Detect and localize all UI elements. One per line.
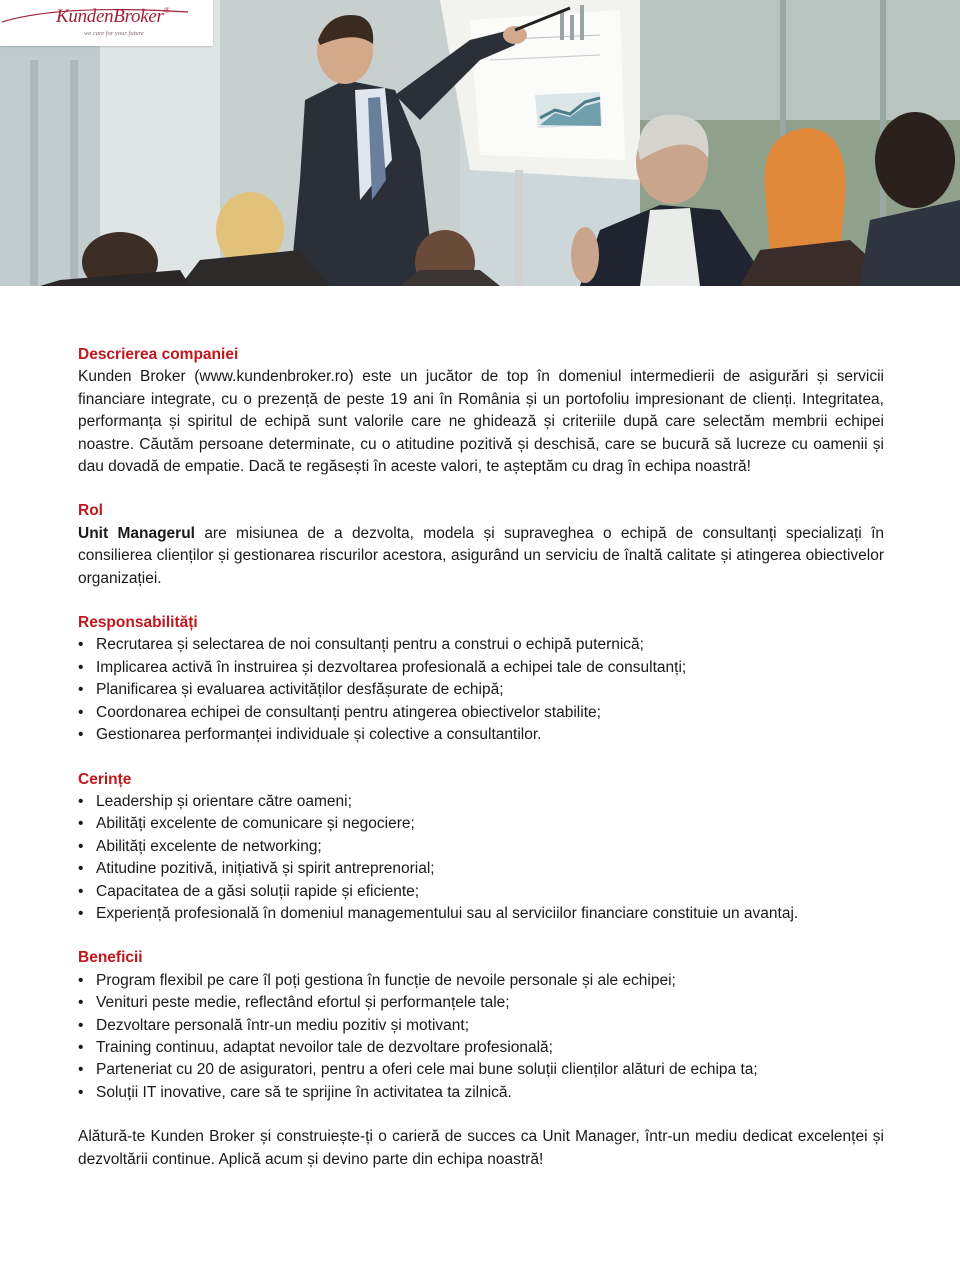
list-item: • Dezvoltare personală într-un mediu pozitiv și motivant; [78,1015,884,1037]
requirements-list [78,791,884,925]
section-company [78,344,884,478]
closing-text: Alătură-te Kunden Broker și construiește-ți o carieră de succes ca Unit Manager, într-un mediu dedicat excelenței și dezvoltării continue. Aplică acum și devino parte din echipa noastră! [78,1128,884,1168]
logo-tagline: we care for your future [84,30,144,37]
list-item: • Implicarea activă în instruirea și dezvoltarea profesională a echipei tale de consultanți; [78,657,884,679]
list-item: • Parteneriat cu 20 de asiguratori, pentru a oferi cele mai bune soluții clienților alături de echipa ta; [78,1059,884,1081]
section-requirements [78,769,884,926]
kundenbroker-logo [0,0,213,46]
list-item: • Coordonarea echipei de consultanți pentru atingerea obiectivelor stabilite; [78,702,884,724]
list-item: • Planificarea și evaluarea activităților desfășurate de echipă; [78,679,884,701]
role-heading: Rol [78,502,103,520]
list-item: • Program flexibil pe care îl poți gestiona în funcție de nevoile personale și ale echipei; [78,970,884,992]
list-item: • Leadership și orientare către oameni; [78,791,884,813]
list-item: • Experiență profesională în domeniul managementului sau al serviciilor financiare constituie un avantaj. [78,903,884,925]
list-item: • Soluții IT inovative, care să te sprijine în activitatea ta zilnică. [78,1082,884,1104]
list-item: • Gestionarea performanței individuale și colective a consultantilor. [78,724,884,746]
list-item: • Venituri peste medie, reflectând efortul și performanțele tale; [78,992,884,1014]
company-text: Kunden Broker (www.kundenbroker.ro) este un jucător de top în domeniul intermedierii de asigurări și servicii financiare integrate, cu o prezență de peste 19 ani în România și un portofoliu impresionant de clienți. Integritatea, performanța și spiritul de echipă sunt valorile care ne ghidează și criteriile după care selectăm membrii echipei noastre. Căutăm persoane determinate, cu o atitudine pozitivă și deschisă, care se bucură să lucreze cu oamenii și dau dovadă de empatie. Dacă te regăsești în aceste valori, te așteptăm cu drag în echipa noastră! [78,368,884,476]
logo-registered-mark: ® [163,6,170,15]
section-benefits [78,947,884,1104]
list-item: • Capacitatea de a găsi soluții rapide și eficiente; [78,881,884,903]
section-responsibilities [78,612,884,746]
benefits-list [78,970,884,1104]
role-title: Unit Managerul [78,524,195,542]
company-heading: Descrierea companiei [78,346,239,363]
hero-banner [0,0,960,286]
section-closing [78,1126,884,1171]
list-item: • Abilități excelente de networking; [78,836,884,858]
requirements-heading: Cerințe [78,770,132,788]
logo-brand [56,6,169,28]
role-description: are misiunea de a dezvolta, modela și supraveghea o echipă de consultanți specializați în consilierea clienților și gestionarea riscurilor acestora, asigurând un serviciu de înaltă calitate și atingerea obiectivelor organizației. [78,524,885,587]
list-item: • Atitudine pozitivă, inițiativă și spirit antreprenorial; [78,858,884,880]
logo-brand-text: KundenBroker [56,6,164,27]
responsibilities-list [78,634,884,746]
section-role [78,500,884,590]
list-item: • Training continuu, adaptat nevoilor tale de dezvoltare profesională; [78,1037,884,1059]
list-item: • Recrutarea și selectarea de noi consultanți pentru a construi o echipă puternică; [78,634,884,656]
list-item: • Abilități excelente de comunicare și negociere; [78,813,884,835]
job-description [78,344,884,1193]
responsibilities-heading: Responsabilități [78,614,198,632]
role-text [78,523,884,590]
benefits-heading: Beneficii [78,949,143,967]
